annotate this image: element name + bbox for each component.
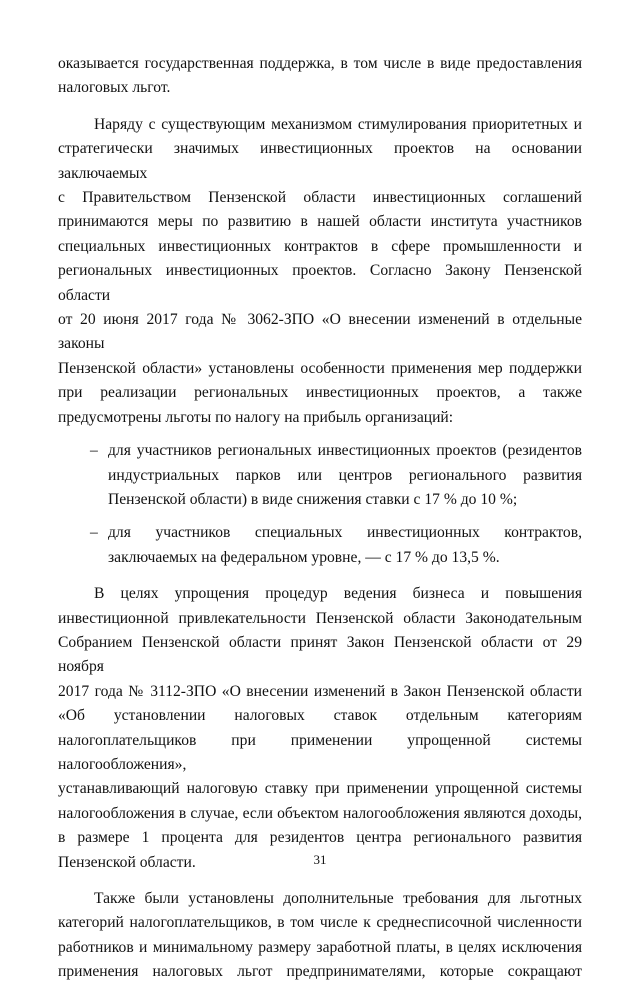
text-line: Пензенской области) в виде снижения ставки с 17 % до 10 %; — [108, 490, 518, 508]
text-line: оказывается государственная поддержка, в том числе в виде предоставления — [58, 55, 582, 72]
paragraph — [58, 887, 582, 985]
text-line: региональных инвестиционных проектов. Согласно Закону Пензенской области — [58, 262, 582, 304]
text-line: 2017 года № 3112-ЗПО «О внесении изменений в Закон Пензенской области — [58, 682, 582, 700]
text-line: при реализации региональных инвестиционных проектов, а также — [58, 384, 582, 402]
text-line: Наряду с существующим механизмом стимулирования приоритетных и — [94, 115, 582, 133]
text-line: В целях упрощения процедур ведения бизнеса и повышения — [94, 585, 582, 603]
text-line: принимаются меры по развитию в нашей области института участников — [58, 213, 582, 231]
text-line: предусмотрены льготы по налогу на прибыль организаций: — [58, 408, 454, 426]
text-line: стратегически значимых инвестиционных проектов на основании заключаемых — [58, 140, 582, 182]
text-line: налоговых льгот. — [58, 79, 171, 97]
text-line: «Об установлении налоговых ставок отдельным категориям — [58, 707, 582, 725]
text-line: применения налоговых льгот предпринимателями, которые сокращают — [58, 963, 582, 981]
list-marker: – — [90, 524, 98, 542]
text-line: налогообложения в случае, если объектом налогообложения являются доходы, — [58, 804, 582, 822]
text-line: налогоплательщиков при применении упрощенной системы налогообложения», — [58, 731, 582, 773]
text-line: Также были установлены дополнительные требования для льготных — [94, 890, 582, 907]
paragraph — [58, 113, 582, 430]
list-item — [58, 521, 582, 570]
page-number: 31 — [313, 852, 327, 867]
text-line: Собранием Пензенской области принят Закон Пензенской области от 29 ноября — [58, 633, 582, 676]
text-line: в размере 1 процента для резидентов центра регионального развития — [58, 829, 582, 847]
paragraph — [58, 52, 582, 101]
text-line: категорий налогоплательщиков, в том числе к среднесписочной численности — [58, 914, 582, 932]
text-line: для участников специальных инвестиционных контрактов, — [108, 524, 582, 542]
text-line: работников и минимальному размеру заработной платы, в целях исключения — [58, 938, 582, 956]
text-line: от 20 июня 2017 года № 3062-ЗПО «О внесении изменений в отдельные законы — [58, 311, 582, 353]
text-line: заключаемых на федеральном уровне, — с 17 % до 13,5 %. — [108, 548, 500, 566]
text-line: инвестиционной привлекательности Пензенской области Законодательным — [58, 609, 582, 627]
text-line: Пензенской области» установлены особенности применения мер поддержки — [58, 359, 582, 377]
text-line: для участников региональных инвестиционных проектов (резидентов — [108, 442, 582, 460]
page-body — [58, 52, 582, 985]
text-line: Пензенской области. — [58, 853, 196, 871]
text-line: с Правительством Пензенской области инвестиционных соглашений — [58, 189, 582, 207]
list-item — [58, 439, 582, 512]
text-line: специальных инвестиционных контрактов в сфере промышленности и — [58, 237, 582, 255]
text-line: устанавливающий налоговую ставку при применении упрощенной системы — [58, 780, 582, 798]
list-marker: – — [90, 442, 98, 460]
paragraph — [58, 582, 582, 875]
text-line: индустриальных парков или центров регионального развития — [108, 466, 582, 484]
